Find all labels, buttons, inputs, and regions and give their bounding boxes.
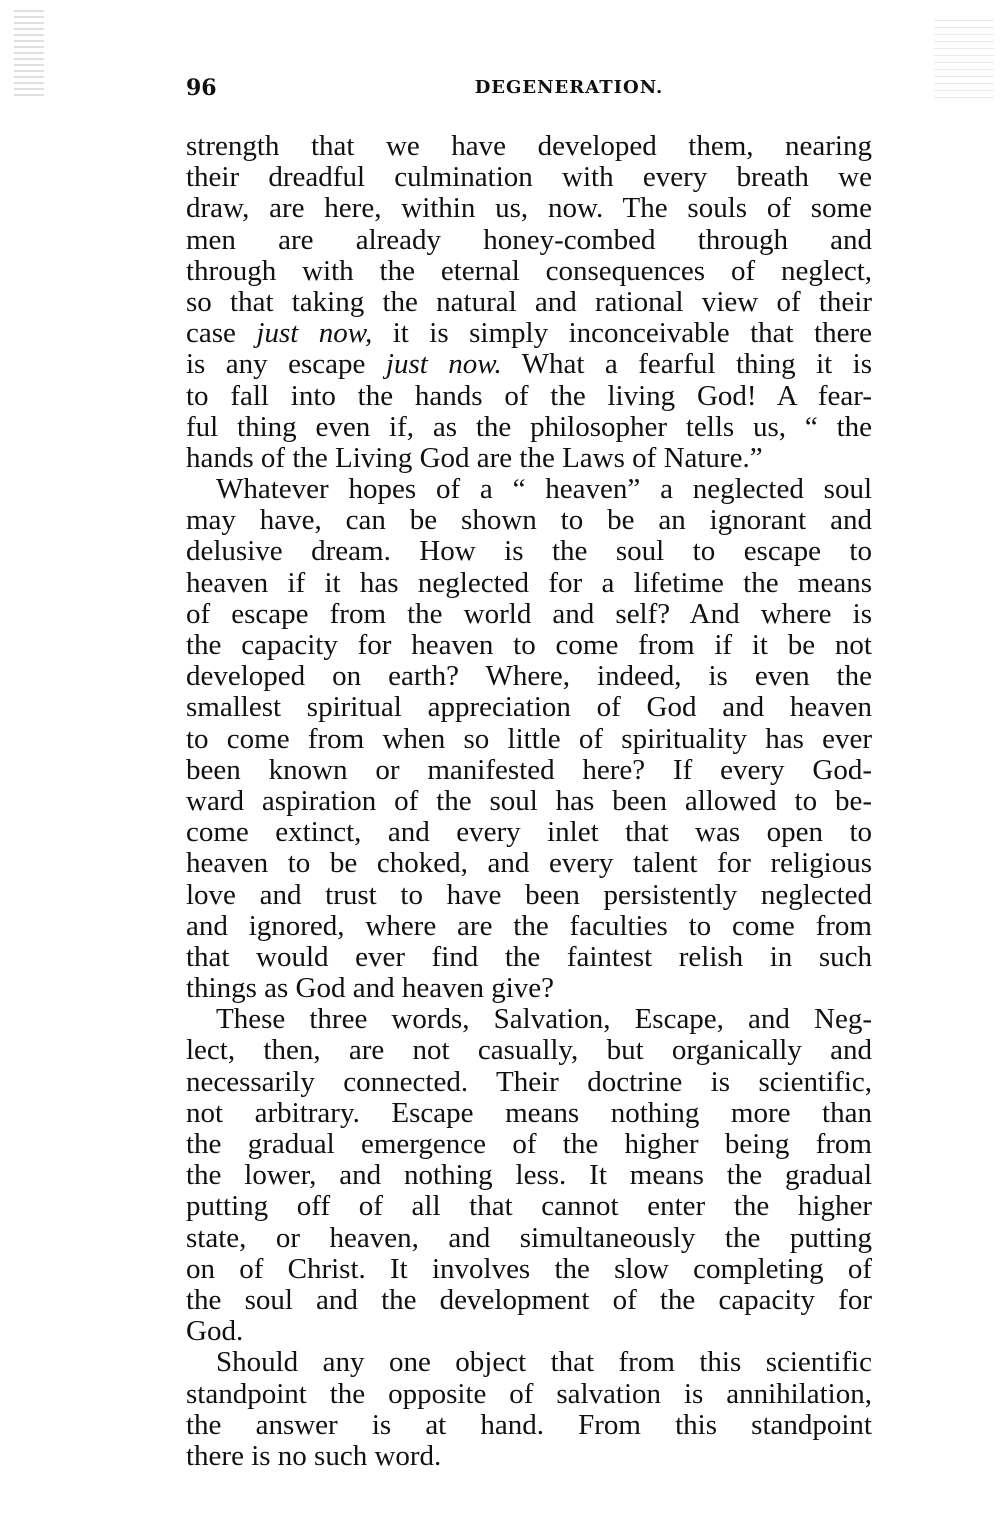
text-line: that would ever find the faintest relish in such xyxy=(186,940,872,973)
text-line: ful thing even if, as the philosopher tells us, “ the xyxy=(186,410,872,443)
text-line: been known or manifested here? If every God- xyxy=(186,753,872,786)
text-line: on of Christ. It involves the slow completing of xyxy=(186,1252,872,1285)
text-line: the answer is at hand. From this standpoint xyxy=(186,1408,872,1441)
text-line: standpoint the opposite of salvation is annihilation, xyxy=(186,1377,872,1410)
text-line: God. xyxy=(186,1315,244,1348)
text-line: there is no such word. xyxy=(186,1439,442,1472)
text-line: the gradual emergence of the higher being from xyxy=(186,1128,872,1160)
running-head: DEGENERATION. xyxy=(474,77,664,98)
text-line: things as God and heaven give? xyxy=(186,972,555,1005)
text-line: state, or heaven, and simultaneously the putting xyxy=(186,1221,872,1254)
text-line: is any escape just now. What a fearful thing it is xyxy=(186,348,872,381)
text-line: ward aspiration of the soul has been allowed to be- xyxy=(186,784,872,817)
text-line: delusive dream. How is the soul to escape to xyxy=(186,535,872,568)
text-line: lect, then, are not casually, but organically and xyxy=(186,1034,872,1067)
text-line: strength that we have developed them, nearing xyxy=(186,130,872,162)
text-line: to fall into the hands of the living God! A fear- xyxy=(186,379,872,412)
text-line: come extinct, and every inlet that was open to xyxy=(186,816,872,849)
text-line: through with the eternal consequences of neglect, xyxy=(186,254,872,287)
text-line: their dreadful culmination with every breath we xyxy=(186,161,872,194)
text-line: so that taking the natural and rational view of their xyxy=(186,285,872,318)
text-line: heaven if it has neglected for a lifetime the means xyxy=(186,566,872,599)
text-line: the capacity for heaven to come from if it be not xyxy=(186,629,872,661)
text-line: draw, are here, within us, now. The souls of some xyxy=(186,192,872,225)
text-line: and ignored, where are the faculties to come from xyxy=(186,909,872,942)
text-line: not arbitrary. Escape means nothing more than xyxy=(186,1096,872,1129)
text-line: hands of the Living God are the Laws of Nature.” xyxy=(186,441,763,474)
text-line: may have, can be shown to be an ignorant and xyxy=(186,504,872,537)
text-line: heaven to be choked, and every talent for religious xyxy=(186,847,872,880)
page-header xyxy=(186,75,872,105)
text-line: men are already honey-combed through and xyxy=(186,223,872,256)
text-line: love and trust to have been persistently neglected xyxy=(186,878,872,911)
scan-noise-right xyxy=(934,20,994,100)
text-line: Should any one object that from this scientific xyxy=(216,1346,872,1379)
page-number: 96 xyxy=(186,75,217,101)
text-line: necessarily connected. Their doctrine is scientific, xyxy=(186,1065,872,1098)
text-line: case just now, it is simply inconceivable that there xyxy=(186,317,872,350)
text-line: the lower, and nothing less. It means the gradual xyxy=(186,1159,872,1192)
scan-noise-left xyxy=(14,10,44,100)
body-text xyxy=(186,131,872,1472)
text-line: putting off of all that cannot enter the higher xyxy=(186,1190,872,1223)
text-line: to come from when so little of spirituality has ever xyxy=(186,722,872,755)
text-line: Whatever hopes of a “ heaven” a neglected soul xyxy=(216,473,872,506)
text-line: developed on earth? Where, indeed, is even the xyxy=(186,660,872,693)
text-line: These three words, Salvation, Escape, and Neg- xyxy=(216,1003,872,1036)
text-line: of escape from the world and self? And where is xyxy=(186,597,872,630)
text-line: the soul and the development of the capacity for xyxy=(186,1283,872,1316)
text-line: smallest spiritual appreciation of God and heaven xyxy=(186,691,872,724)
